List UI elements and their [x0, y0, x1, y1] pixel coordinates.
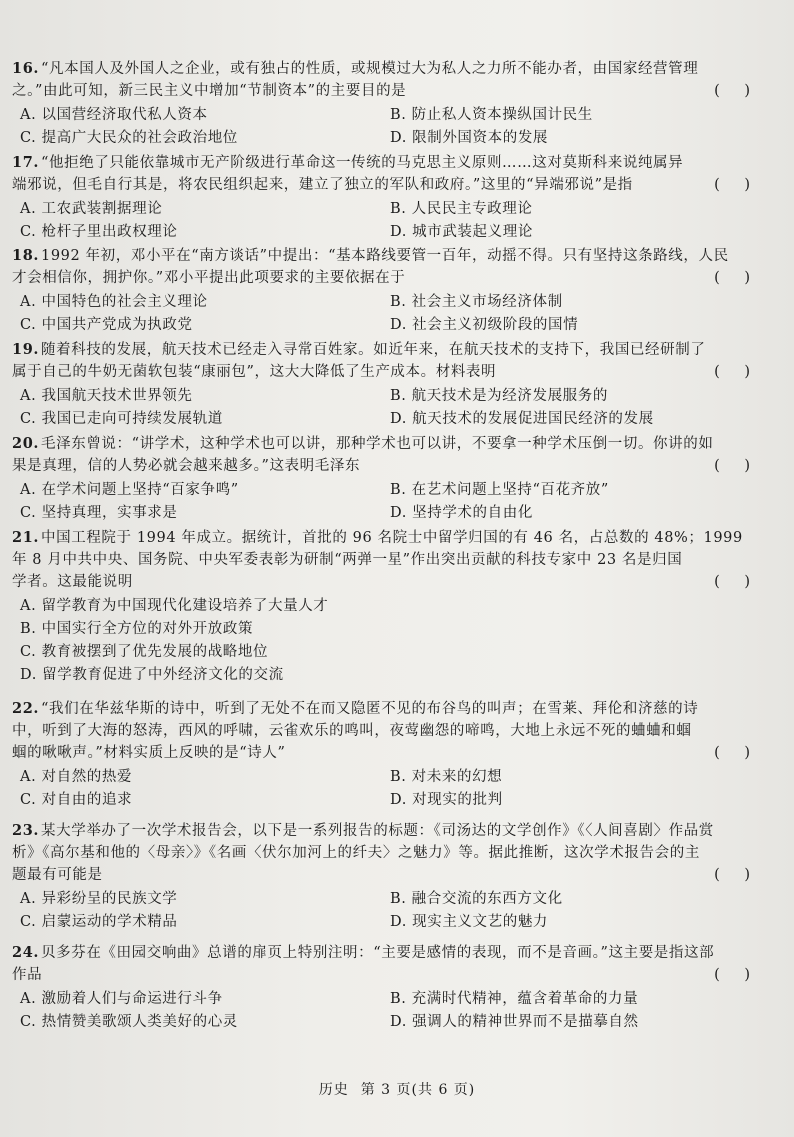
question-stem [12, 58, 772, 102]
option-c: C. 热情赞美歌颂人类美好的心灵 [20, 1014, 238, 1030]
stem-line: 贝多芬在《田园交响曲》总谱的扉页上特别注明：“主要是感情的表现，而不是音画。”这主要是指这部 [41, 945, 715, 961]
question-19 [12, 339, 772, 430]
option-d: D. 航天技术的发展促进国民经济的发展 [390, 411, 654, 427]
option-d: D. 城市武装起义理论 [390, 224, 533, 240]
options-grid [20, 988, 772, 1033]
stem-line: 毛泽东曾说：“讲学术，这种学术也可以讲，那种学术也可以讲，不要拿一种学术压倒一切。你讲的如 [41, 436, 714, 452]
stem-line: 之。”由此可知，新三民主义中增加“节制资本”的主要目的是 [12, 83, 407, 99]
question-20 [12, 433, 772, 524]
options-grid [20, 479, 772, 524]
stem-line: “他拒绝了只能依靠城市无产阶级进行革命这一传统的马克思主义原则……这对莫斯科来说纯属异 [41, 155, 684, 171]
stem-line: 作品 [12, 967, 43, 983]
stem-line: 析》《高尔基和他的〈母亲〉》《名画〈伏尔加河上的纤夫〉之魅力》等。据此推断，这次学术报告会的主 [12, 845, 700, 861]
question-stem [12, 698, 772, 764]
stem-line: 题最有可能是 [12, 867, 103, 883]
stem-line: 中，听到了大海的怒涛，西风的呼啸，云雀欢乐的鸣叫，夜莺幽怨的啼鸣，大地上永远不死的蛐蛐和蝈 [12, 723, 692, 739]
stem-line: 才会相信你，拥护你。”邓小平提出此项要求的主要依据在于 [12, 270, 406, 286]
question-number: 24. [12, 944, 40, 961]
question-stem [12, 942, 772, 986]
option-d: D. 强调人的精神世界而不是描摹自然 [390, 1014, 639, 1030]
question-17 [12, 152, 772, 243]
stem-line: 果是真理，信的人势必就会越来越多。”这表明毛泽东 [12, 458, 361, 474]
option-a: A. 工农武装割据理论 [20, 201, 163, 217]
answer-paren: ( ) [714, 177, 760, 193]
question-22 [12, 698, 772, 811]
options-grid [20, 104, 772, 149]
option-a: A. 异彩纷呈的民族文学 [20, 891, 178, 907]
question-number: 16. [12, 60, 40, 77]
answer-paren: ( ) [714, 967, 760, 983]
question-stem [12, 820, 772, 886]
options-grid [20, 888, 772, 933]
option-b: B. 充满时代精神，蕴含着革命的力量 [390, 991, 639, 1007]
answer-paren: ( ) [714, 867, 760, 883]
question-stem [12, 433, 772, 477]
stem-line: “凡本国人及外国人之企业，或有独占的性质，或规模过大为私人之力所不能办者，由国家经营管理 [41, 61, 699, 77]
page-footer [0, 1079, 794, 1099]
stem-line: 年 8 月中共中央、国务院、中央军委表彰为研制“两弹一星”作出突出贡献的科技专家中 23 名是归国 [12, 552, 683, 568]
option-b: B. 社会主义市场经济体制 [390, 294, 563, 310]
stem-line: 蝈的啾啾声。”材料实质上反映的是“诗人” [12, 745, 286, 761]
option-c: C. 启蒙运动的学术精品 [20, 914, 178, 930]
question-number: 19. [12, 341, 40, 358]
option-a: A. 激励着人们与命运进行斗争 [20, 991, 223, 1007]
question-stem [12, 527, 772, 593]
stem-line: 端邪说，但毛自行其是，将农民组织起来，建立了独立的军队和政府。”这里的“异端邪说”是指 [12, 177, 633, 193]
option-b: B. 融合交流的东西方文化 [390, 891, 563, 907]
options-grid [20, 766, 772, 811]
option-b: B. 航天技术是为经济发展服务的 [390, 388, 608, 404]
option-b: B. 在艺术问题上坚持“百花齐放” [390, 482, 609, 498]
options-grid [20, 385, 772, 430]
option-c: C. 教育被摆到了优先发展的战略地位 [20, 644, 269, 660]
stem-line: 随着科技的发展，航天技术已经走入寻常百姓家。如近年来，在航天技术的支持下，我国已经研制了 [41, 342, 706, 358]
stem-line: 学者。这最能说明 [12, 574, 133, 590]
option-d: D. 社会主义初级阶段的国情 [390, 317, 579, 333]
answer-paren: ( ) [714, 458, 760, 474]
option-b: B. 防止私人资本操纵国计民生 [390, 107, 593, 123]
footer-subject: 历史 [318, 1082, 349, 1098]
question-23 [12, 820, 772, 933]
question-18 [12, 245, 772, 336]
answer-paren: ( ) [714, 745, 760, 761]
option-a: A. 以国营经济取代私人资本 [20, 107, 208, 123]
answer-paren: ( ) [714, 364, 760, 380]
question-24 [12, 942, 772, 1033]
question-number: 23. [12, 822, 40, 839]
question-number: 17. [12, 154, 40, 171]
question-number: 18. [12, 247, 40, 264]
options-grid [20, 198, 772, 243]
stem-line: 中国工程院于 1994 年成立。据统计，首批的 96 名院士中留学归国的有 46 名，占总数的 48%；1999 [41, 530, 743, 546]
option-b: B. 中国实行全方位的对外开放政策 [20, 621, 254, 637]
answer-paren: ( ) [714, 83, 760, 99]
options-grid [20, 291, 772, 336]
question-21 [12, 527, 772, 686]
option-a: A. 留学教育为中国现代化建设培养了大量人才 [20, 598, 329, 614]
options-list [20, 595, 772, 686]
option-c: C. 坚持真理，实事求是 [20, 505, 178, 521]
option-d: D. 限制外国资本的发展 [390, 130, 549, 146]
answer-paren: ( ) [714, 270, 760, 286]
option-a: A. 对自然的热爱 [20, 769, 133, 785]
option-b: B. 人民民主专政理论 [390, 201, 533, 217]
option-a: A. 在学术问题上坚持“百家争鸣” [20, 482, 239, 498]
stem-line: 属于自己的牛奶无菌软包装“康丽包”，这大大降低了生产成本。材料表明 [12, 364, 497, 380]
option-a: A. 我国航天技术世界领先 [20, 388, 193, 404]
stem-line: “我们在华兹华斯的诗中，听到了无处不在而又隐匿不见的布谷鸟的叫声；在雪莱、拜伦和济慈的诗 [41, 701, 699, 717]
option-c: C. 对自由的追求 [20, 792, 133, 808]
option-c: C. 枪杆子里出政权理论 [20, 224, 178, 240]
option-d: D. 留学教育促进了中外经济文化的交流 [20, 667, 284, 683]
option-d: D. 坚持学术的自由化 [390, 505, 533, 521]
question-number: 20. [12, 435, 40, 452]
question-16 [12, 58, 772, 149]
option-d: D. 现实主义文艺的魅力 [390, 914, 549, 930]
question-number: 21. [12, 529, 40, 546]
footer-page-number: 第 3 页(共 6 页) [360, 1082, 476, 1098]
option-a: A. 中国特色的社会主义理论 [20, 294, 208, 310]
stem-line: 1992 年初，邓小平在“南方谈话”中提出：“基本路线要管一百年，动摇不得。只有坚持这条路线，人民 [41, 248, 729, 264]
stem-line: 某大学举办了一次学术报告会，以下是一系列报告的标题：《司汤达的文学创作》《〈人间喜剧〉作品赏 [41, 823, 714, 839]
question-stem [12, 339, 772, 383]
question-stem [12, 152, 772, 196]
answer-paren: ( ) [714, 574, 760, 590]
option-b: B. 对未来的幻想 [390, 769, 503, 785]
question-number: 22. [12, 700, 40, 717]
question-stem [12, 245, 772, 289]
option-d: D. 对现实的批判 [390, 792, 503, 808]
option-c: C. 中国共产党成为执政党 [20, 317, 193, 333]
option-c: C. 我国已走向可持续发展轨道 [20, 411, 223, 427]
option-c: C. 提高广大民众的社会政治地位 [20, 130, 238, 146]
